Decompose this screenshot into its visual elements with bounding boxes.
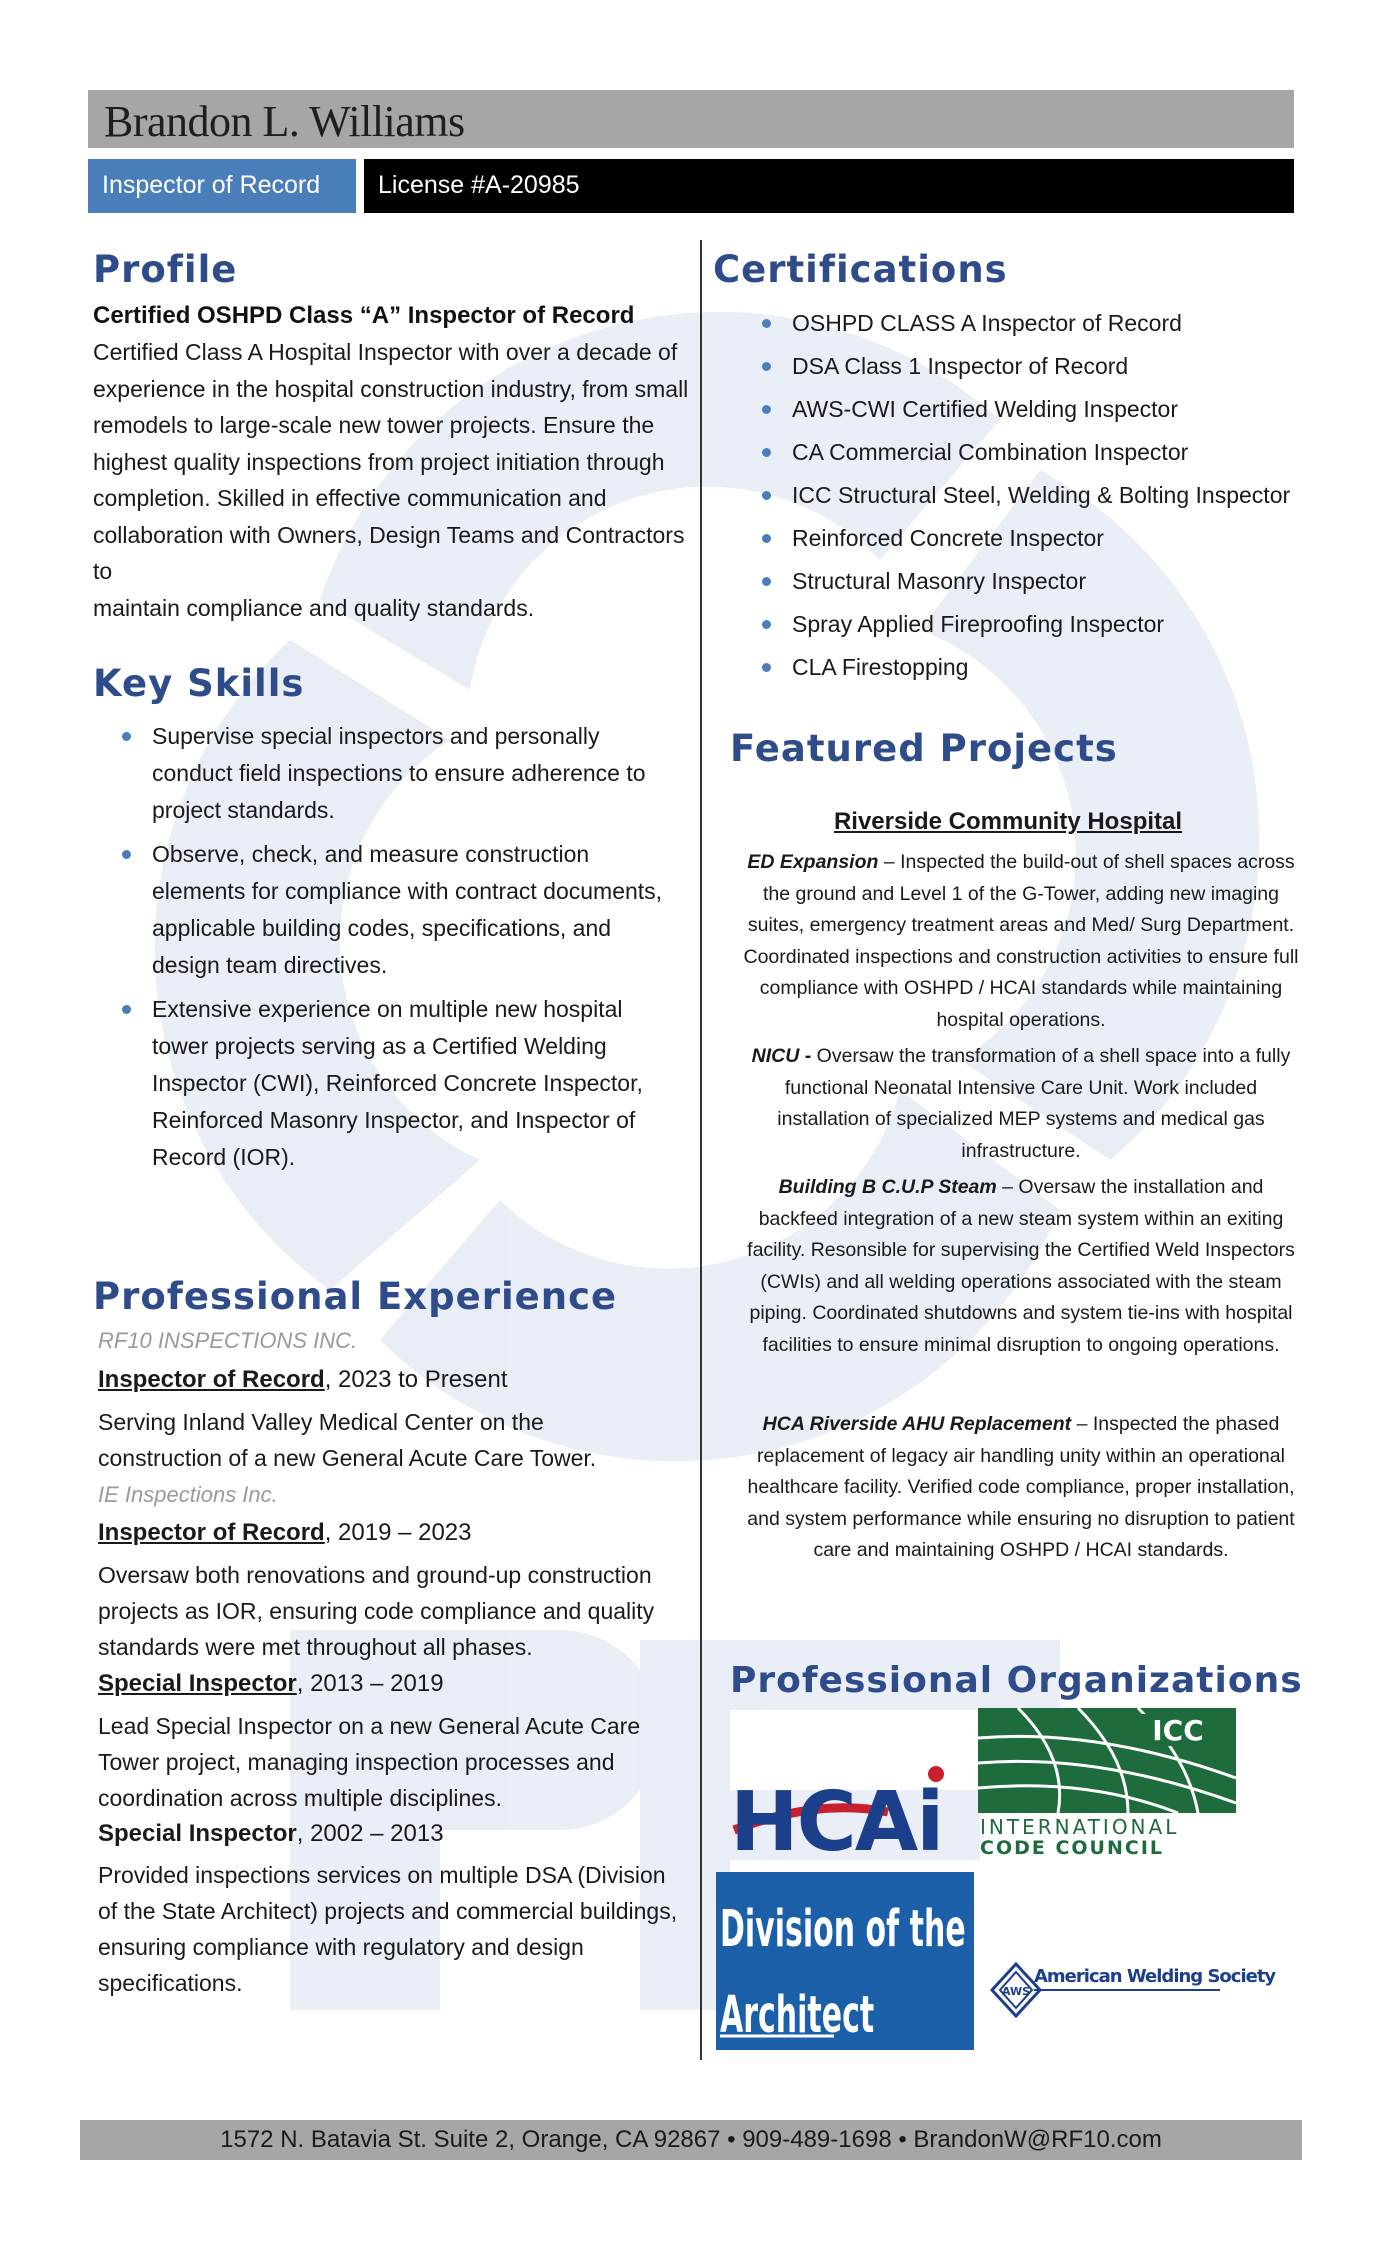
list-item: Extensive experience on multiple new hospital tower projects serving as a Certified Welding Inspector (CWI), Reinforced Concrete Inspector, Reinforced Masonry Inspector, and Inspector of Record (IOR).	[118, 991, 678, 1176]
list-item: ICC Structural Steel, Welding & Bolting Inspector	[758, 474, 1298, 517]
list-item: Supervise special inspectors and personally conduct field inspections to ensure adherence to project standards.	[118, 718, 678, 829]
job-dates: , 2019 – 2023	[324, 1519, 472, 1546]
project-entry	[740, 1041, 1302, 1167]
job-title-line	[98, 1670, 444, 1698]
skills-heading: Key Skills	[93, 662, 305, 705]
job-dates: , 2023 to Present	[324, 1366, 508, 1393]
list-item: CA Commercial Combination Inspector	[758, 431, 1298, 474]
job-title-line	[98, 1820, 444, 1848]
project-text: – Oversaw the installation and backfeed integration of a new steam system within an exiting facility. Resonsible for supervising the Certified Weld Inspectors (CWIs) and all welding operations associated with the steam piping. Coordinated shutdowns and system tie-ins with hospital facilities to ensure minimal disruption to ongoing operations.	[747, 1176, 1295, 1356]
certifications-heading: Certifications	[713, 248, 1008, 291]
job-dates: , 2002 – 2013	[296, 1820, 444, 1847]
aws-logo-text: American Welding Society	[1034, 1966, 1276, 1987]
profile-subtitle: Certified OSHPD Class “A” Inspector of Record	[93, 302, 635, 329]
project-label: HCA Riverside AHU Replacement	[762, 1413, 1072, 1435]
dsa-logo-line2: Architect	[720, 1984, 875, 2045]
icc-logo-line1: INTERNATIONAL	[980, 1815, 1180, 1839]
job-description: Provided inspections services on multiple DSA (Division of the State Architect) projects and commercial buildings, ensuring compliance with regulatory and design specifications.	[98, 1862, 678, 1996]
license-badge	[364, 159, 1294, 213]
job-dates: , 2013 – 2019	[296, 1670, 444, 1697]
list-item: CLA Firestopping	[758, 646, 1298, 689]
projects-heading: Featured Projects	[730, 727, 1118, 770]
aws-logo-mark: AWS	[1001, 1985, 1031, 1998]
role-badge	[88, 159, 356, 213]
profile-text: Certified Class A Hospital Inspector with over a decade of experience in the hospital construction industry, from small remodels to large-scale new tower projects. Ensure the highest quality inspections from project initiation through completion. Skilled in effective communication and collaboration with Owners, Design Teams and Contractors to maintain compliance and quality standards.	[93, 339, 689, 621]
job-title: Special Inspector	[98, 1670, 297, 1697]
contact-info: 1572 N. Batavia St. Suite 2, Orange, CA 92867 • 909-489-1698 • BrandonW@RF10.com	[220, 2126, 1162, 2153]
icc-logo-abbrev: ICC	[1152, 1714, 1204, 1747]
job-title-line	[98, 1519, 472, 1547]
role-label: Inspector of Record	[102, 171, 321, 199]
hcai-logo	[728, 1760, 968, 1870]
certifications-list	[758, 302, 1298, 689]
project-text: – Inspected the phased replacement of legacy air handling unity within an operational healthcare facility. Verified code compliance, proper installation, and system performance while ensuring no disruption to patient care and maintaining OSHPD / HCAI standards.	[747, 1413, 1295, 1561]
project-entry	[740, 1409, 1302, 1567]
job-title: Inspector of Record	[98, 1366, 325, 1393]
project-text: – Inspected the build-out of shell spaces across the ground and Level 1 of the G-Tower, adding new imaging suites, emergency treatment areas and Med/ Surg Department. Coordinated inspections and construction activities to ensure full compliance with OSHPD / HCAI standards while maintaining hospital operations.	[743, 851, 1299, 1031]
experience-heading: Professional Experience	[93, 1275, 618, 1318]
candidate-name: Brandon L. Williams	[104, 97, 465, 146]
list-item: Structural Masonry Inspector	[758, 560, 1298, 603]
job-description: Lead Special Inspector on a new General Acute Care Tower project, managing inspection processes and coordination across multiple disciplines.	[98, 1713, 641, 1811]
list-item: Spray Applied Fireproofing Inspector	[758, 603, 1298, 646]
project-label: ED Expansion	[747, 851, 879, 873]
list-item: DSA Class 1 Inspector of Record	[758, 345, 1298, 388]
project-label: Building B C.U.P Steam	[778, 1176, 997, 1198]
project-site-title: Riverside Community Hospital	[833, 808, 1183, 835]
project-entry	[740, 847, 1302, 1036]
list-item: OSHPD CLASS A Inspector of Record	[758, 302, 1298, 345]
hcai-logo-graphic	[728, 1760, 968, 1870]
project-entry	[746, 1172, 1296, 1361]
project-label: NICU -	[751, 1045, 812, 1067]
list-item: Observe, check, and measure construction elements for compliance with contract documents, applicable building codes, specifications, and design team directives.	[118, 836, 678, 984]
organizations-heading: Professional Organizations	[730, 1660, 1303, 1701]
company-name: RF10 INSPECTIONS INC.	[98, 1328, 358, 1353]
hcai-logo-text: HCAi	[730, 1775, 943, 1870]
aws-logo	[986, 1952, 1276, 2042]
license-label: License #A-20985	[378, 171, 580, 199]
job-description: Oversaw both renovations and ground-up construction projects as IOR, ensuring code compliance and quality standards were met throughout all phases.	[98, 1562, 655, 1660]
job-title-line	[98, 1366, 508, 1394]
name-bar	[88, 90, 1294, 148]
skills-list	[118, 718, 678, 1183]
list-item: AWS-CWI Certified Welding Inspector	[758, 388, 1298, 431]
project-text: Oversaw the transformation of a shell space into a fully functional Neonatal Intensive Care Unit. Work included installation of specialized MEP systems and medical gas infrastructure.	[777, 1045, 1291, 1162]
profile-heading: Profile	[93, 248, 238, 291]
dsa-logo-line1: Division of the State	[720, 1898, 1067, 1959]
list-item: Reinforced Concrete Inspector	[758, 517, 1298, 560]
job-title: Inspector of Record	[98, 1519, 325, 1546]
job-description: Serving Inland Valley Medical Center on the construction of a new General Acute Care Tower.	[98, 1409, 597, 1471]
icc-logo-line2: CODE COUNCIL	[980, 1837, 1165, 1859]
job-title: Special Inspector	[98, 1820, 297, 1847]
icc-logo	[978, 1708, 1238, 1858]
company-name: IE Inspections Inc.	[98, 1482, 278, 1507]
contact-footer	[80, 2120, 1302, 2160]
